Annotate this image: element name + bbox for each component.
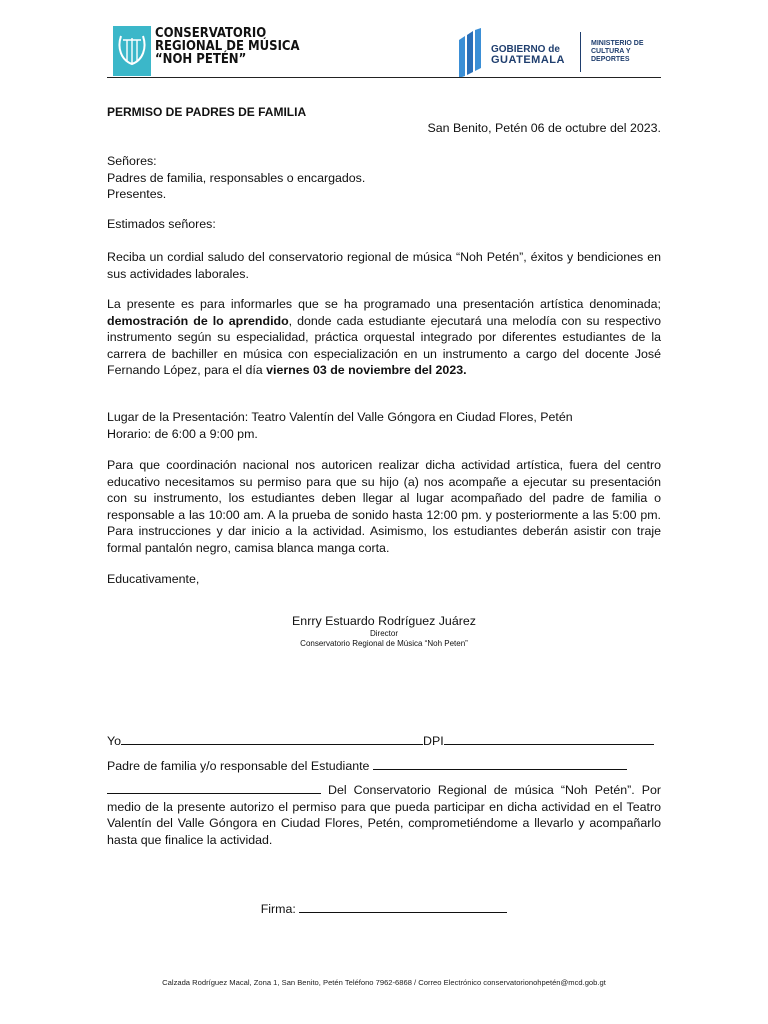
- dpi-blank-field[interactable]: [444, 744, 654, 745]
- header-rule: [107, 77, 661, 78]
- ministry-line-3: DEPORTES: [591, 56, 630, 63]
- director-role: Director: [369, 629, 398, 638]
- logo-line-1: CONSERVATORIO: [155, 26, 267, 41]
- guatemala-flag-icon: [457, 28, 483, 78]
- paragraph-announcement: La presente es para informarles que se ha programado una presentación artística denominada; demostración de lo aprendido, donde cada estudiante ejecutará una melodía con su respectivo instrumento según su especialidad, práctica orquestal integrado por diferentes estudiantes de la carrera de bachiller en música con especialización en un instrumento a cargo del docente José Fernando López, para el día viernes 03 de noviembre del 2023.: [107, 297, 661, 377]
- paragraph-greeting: Reciba un cordial saludo del conservatorio regional de música “Noh Petén”, éxitos y bendiciones en sus actividades laborales.: [107, 250, 661, 281]
- authorization-text: Del Conservatorio Regional de música “Noh Petén”. Por medio de la presente autorizo el permiso para que pueda participar en dicha actividad en el Teatro Valentín del Valle Góngora en Ciudad Flores, Petén, comprometiéndome a llevarlo y acompañarlo hasta que finalice la actividad.: [107, 783, 661, 847]
- header-divider: [580, 32, 581, 72]
- logo-line-3: “NOH PETÉN”: [155, 52, 247, 67]
- schedule-line: Horario: de 6:00 a 9:00 pm.: [107, 426, 258, 441]
- form-yo-dpi-row: [107, 733, 661, 750]
- director-institution: Conservatorio Regional de Música “Noh Peten”: [300, 639, 468, 648]
- recipient-line-2: Padres de familia, responsables o encargados.: [107, 170, 366, 185]
- gov-line-1: GOBIERNO de: [491, 44, 560, 55]
- director-signature: [107, 614, 661, 649]
- signature-blank-field[interactable]: [299, 912, 507, 913]
- name-blank-field[interactable]: [121, 744, 423, 745]
- recipient-line-1: Señores:: [107, 154, 157, 168]
- paragraph-instructions: Para que coordinación nacional nos autoricen realizar dicha actividad artística, fuera del centro educativo necesitamos su permiso para que su hijo (a) nos acompañe a ejecutar su presentación con su instrumento, los estudiantes deben llegar al lugar acompañado del padre de familia o responsable a las 10:00 am. A la prueba de sonido hasta 12:00 pm. y posteriormente a las 5:00 pm. Para instrucciones y dar inicio a la actividad. Asimismo, los estudiantes deberán asistir con traje formal pantalón negro, camisa blanca manga corta.: [107, 458, 661, 555]
- yo-label: Yo: [107, 734, 122, 748]
- letter-title: PERMISO DE PADRES DE FAMILIA: [107, 105, 307, 119]
- venue-line: Lugar de la Presentación: Teatro Valentín del Valle Góngora en Ciudad Flores, Petén: [107, 410, 573, 424]
- grade-blank-field[interactable]: [107, 793, 321, 794]
- activity-name: demostración de lo aprendido: [107, 313, 289, 328]
- ministry-line-1: MINISTERIO DE: [591, 40, 644, 47]
- director-name: Enrry Estuardo Rodríguez Juárez: [292, 614, 476, 628]
- student-blank-field[interactable]: [373, 769, 627, 770]
- letterhead: [107, 22, 661, 78]
- government-logo-text: [491, 44, 565, 66]
- firma-label: Firma:: [260, 902, 296, 916]
- venue-schedule: [107, 409, 661, 442]
- ministry-text: [591, 40, 644, 64]
- letter-date: San Benito, Petén 06 de octubre del 2023.: [427, 121, 661, 135]
- form-signature-row: [107, 901, 661, 918]
- parent-label: Padre de familia y/o responsable del Estudiante: [107, 759, 370, 773]
- recipients: [107, 153, 661, 203]
- conservatory-logo-text: [155, 27, 300, 66]
- salutation: Estimados señores:: [107, 217, 216, 231]
- closing: Educativamente,: [107, 572, 200, 586]
- event-date: viernes 03 de noviembre del 2023.: [266, 363, 467, 377]
- footer-contact: Calzada Rodríguez Macal, Zona 1, San Benito, Petén Teléfono 7962-6868 / Correo Electrónico conservatorionohpetén@mcd.gob.gt: [162, 978, 606, 987]
- gov-line-2: GUATEMALA: [491, 54, 565, 66]
- lyre-logo-icon: [113, 26, 151, 76]
- form-parent-row: [107, 758, 661, 775]
- dpi-label: DPI: [423, 734, 444, 748]
- form-authorization: [107, 782, 661, 848]
- ministry-line-2: CULTURA Y: [591, 48, 631, 55]
- logo-line-2: REGIONAL DE MÚSICA: [155, 39, 300, 54]
- recipient-line-3: Presentes.: [107, 187, 167, 201]
